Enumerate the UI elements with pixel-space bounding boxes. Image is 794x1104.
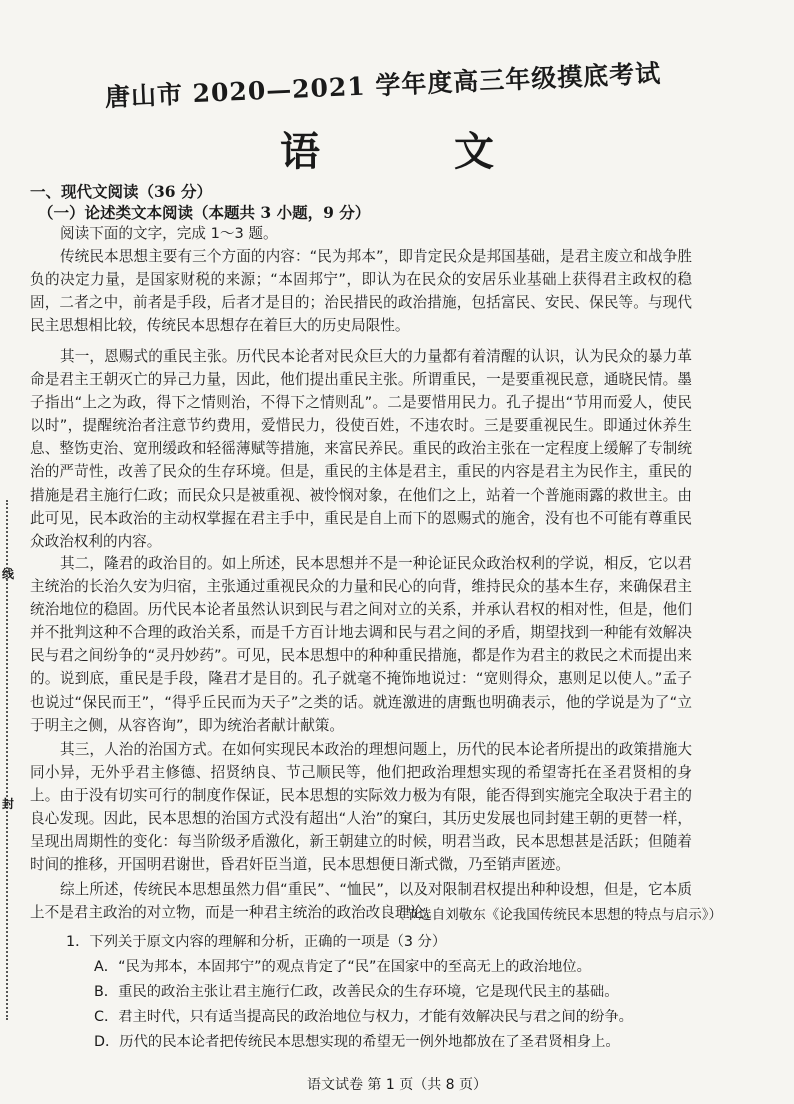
exam-title: 唐山市 2020—2021 学年度高三年级摸底考试 (104, 58, 662, 112)
passage-paragraph-1: 传统民本思想主要有三个方面的内容：“民为邦本”，即肯定民众是邦国基础，是君主废立和战争胜负的决定力量，是国家财税的来源；“本固邦宁”，即认为在民众的安居乐业基础上获得君主政权的稳固，二者之中，前者是手段，后者才是目的；治民措民的政治措施，包括富民、安民、保民等。与现代民主思想相比较，传统民本思想存在着巨大的历史局限性。 (30, 248, 692, 335)
passage-paragraph-5: 综上所述，传统民本思想虽然力倡“重民”、“恤民”，以及对限制君权提出种种设想，但是，它本质上不是君主政治的对立物，而是一种君主统治的政治改良理论。 (30, 881, 692, 922)
binding-mark-seal: 封 (2, 797, 15, 811)
reading-instruction: 阅读下面的文字，完成 1～3 题。 (60, 225, 278, 242)
passage-paragraph-4: 其三，人治的治国方式。在如何实现民本政治的理想问题上，历代的民本论者所提出的政策措施大同小异，无外乎君主修德、招贤纳良、节己顺民等，他们把政治理想实现的希望寄托在圣君贤相的身上。由于没有切实可行的制度作保证，民本思想的实际效力极为有限，能否得到实施完全取决于君主的良心发现。因此，民本思想的治国方式没有超出“人治”的窠臼，其历史发展也同封建王朝的更替一样，呈现出周期性的变化：每当阶级矛盾激化，新王朝建立的时候，明君当政，民本思想甚是活跃；但随着时间的推移，开国明君谢世，昏君奸臣当道，民本思想便日渐式微，乃至销声匿迹。 (30, 741, 692, 874)
option-d: D．历代的民本论者把传统民本思想实现的希望无一例外地都放在了圣君贤相身上。 (94, 1034, 620, 1050)
passage-paragraph-2: 其一，恩赐式的重民主张。历代民本论者对民众巨大的力量都有着清醒的认识，认为民众的暴力革命是君主王朝灭亡的异己力量，因此，他们提出重民主张。所谓重民，一是要重视民意，通晓民情。墨子指出“上之为政，得下之情则治，不得下之情则乱”。二是要惜用民力。孔子提出“节用而爱人，使民以时”，提醒统治者注意节约费用，爱惜民力，役使百姓，不违农时。三是要重视民生。即通过休养生息、整饬吏治、宽刑缓政和轻徭薄赋等措施，来富民养民。重民的政治主张在一定程度上缓解了专制统治的严苛性，改善了民众的生存环境。但是，重民的主体是君主，重民的内容是君主为民作主，重民的措施是君主施行仁政；而民众只是被重视、被怜悯对象，在他们之上，站着一个普施雨露的救世主。由此可见，民本政治的主动权掌握在君主手中，重民是自上而下的恩赐式的施舍，没有也不可能有尊重民众政治权利的内容。 (30, 348, 692, 550)
question-stem: 1．下列关于原文内容的理解和分析，正确的一项是（3 分） (66, 934, 447, 950)
passage-source: （节选自刘敬东《论我国传统民本思想的特点与启示》） (391, 907, 722, 923)
section-heading: 一、现代文阅读（36 分） (30, 182, 212, 201)
option-a: A．“民为邦本，本固邦宁”的观点肯定了“民”在国家中的至高无上的政治地位。 (94, 959, 591, 975)
subject-heading: 语 文 (280, 128, 554, 175)
page-footer: 语文试卷 第 1 页（共 8 页） (306, 1077, 488, 1093)
option-c: C．君主时代，只有适当提高民的政治地位与权力，才能有效解决民与君之间的纷争。 (94, 1009, 633, 1025)
option-b: B．重民的政治主张让君主施行仁政，改善民众的生存环境，它是现代民主的基础。 (94, 984, 619, 1000)
question-1 (66, 930, 706, 1055)
binding-mark-line: 线 (2, 567, 15, 581)
passage-paragraph-3: 其二，隆君的政治目的。如上所述，民本思想并不是一种论证民众政治权利的学说，相反，它以君主统治的长治久安为归宿，主张通过重视民众的力量和民心的向背，维持民众的基本生存，来确保君主统治地位的稳固。历代民本论者虽然认识到民与君之间对立的关系，并承认君权的相对性，但是，他们并不批判这种不合理的政治关系，而是千方百计地去调和民与君之间的矛盾，期望找到一种能有效解决民与君之间纷争的“灵丹妙药”。可见，民本思想中的种种重民措施，都是作为君主的救民之术而提出来的。说到底，重民是手段，隆君才是目的。孔子就毫不掩饰地说过：“宽则得众，惠则足以使人。”孟子也说过“保民而王”，“得乎丘民而为天子”之类的话。就连激进的唐甄也明确表示，他的学说是为了“立于明主之侧，从容咨询”，即为统治者献计献策。 (30, 555, 692, 734)
subsection-heading: （一）论述类文本阅读（本题共 3 小题，9 分） (38, 203, 371, 222)
